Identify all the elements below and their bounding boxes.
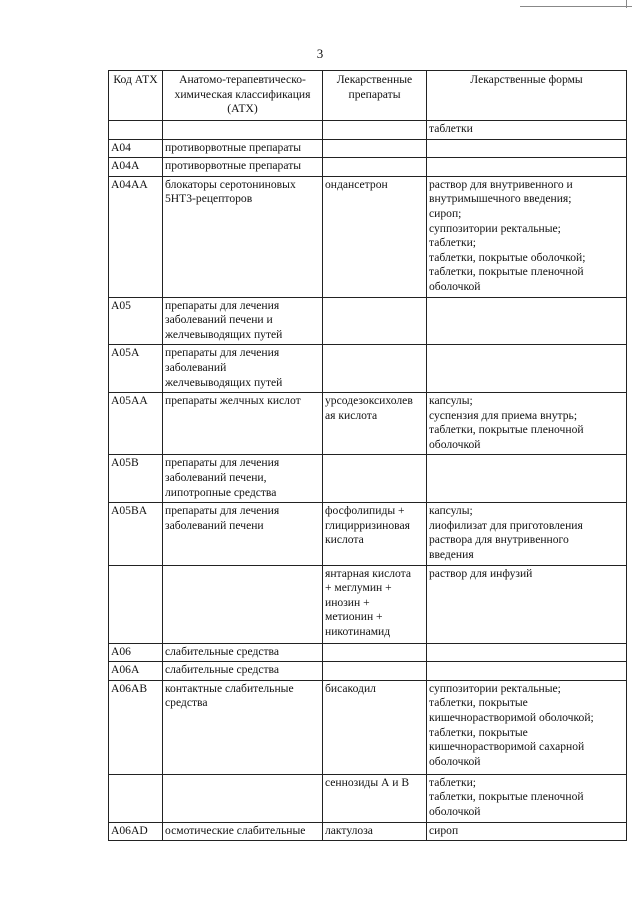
cell-drug xyxy=(323,643,427,662)
cell-code xyxy=(109,121,163,140)
page-number: 3 xyxy=(316,46,324,61)
table-header-row xyxy=(109,71,627,121)
cell-drug: бисакодил xyxy=(323,680,427,774)
cell-classification: препараты для лечения заболеваний печени xyxy=(163,503,323,565)
cell-drug: урсодезоксихолев ая кислота xyxy=(323,393,427,455)
cell-classification: контактные слабительные средства xyxy=(163,680,323,774)
table-row xyxy=(109,503,627,565)
cell-classification: противорвотные препараты xyxy=(163,158,323,177)
cell-classification: препараты для лечения заболеваний печени, липотропные средства xyxy=(163,455,323,503)
cell-drug: ондансетрон xyxy=(323,176,427,297)
cell-drug xyxy=(323,345,427,393)
cell-classification: блокаторы серотониновых 5HT3-рецепторов xyxy=(163,176,323,297)
table-row xyxy=(109,345,627,393)
cell-classification: препараты для лечения заболеваний печени и желчевыводящих путей xyxy=(163,297,323,345)
cell-code: A05A xyxy=(109,345,163,393)
cell-code: A04A xyxy=(109,158,163,177)
table-row xyxy=(109,643,627,662)
header-code: Код АТХ xyxy=(109,71,163,121)
cell-drug: лактулоза xyxy=(323,822,427,841)
cell-classification: слабительные средства xyxy=(163,643,323,662)
cell-code: A06 xyxy=(109,643,163,662)
cell-forms: раствор для инфузий xyxy=(427,565,627,643)
header-classification: Анатомо-терапевтическо- химическая классификация (АТХ) xyxy=(163,71,323,121)
table-row xyxy=(109,158,627,177)
atc-drug-table xyxy=(108,70,627,841)
cell-forms: таблетки xyxy=(427,121,627,140)
cell-forms xyxy=(427,139,627,158)
cell-code xyxy=(109,565,163,643)
cell-drug: янтарная кислота + меглумин + инозин + метионин + никотинамид xyxy=(323,565,427,643)
table-row xyxy=(109,121,627,140)
table-row xyxy=(109,662,627,681)
cell-code: A04AA xyxy=(109,176,163,297)
table-row xyxy=(109,393,627,455)
cell-forms: капсулы; суспензия для приема внутрь; таблетки, покрытые пленочной оболочкой xyxy=(427,393,627,455)
cell-code: A04 xyxy=(109,139,163,158)
cell-forms: сироп xyxy=(427,822,627,841)
cell-classification: осмотические слабительные xyxy=(163,822,323,841)
cell-forms xyxy=(427,158,627,177)
cell-classification: препараты для лечения заболеваний желчевыводящих путей xyxy=(163,345,323,393)
scan-edge-line xyxy=(520,6,632,7)
table-row xyxy=(109,565,627,643)
cell-forms xyxy=(427,662,627,681)
cell-code: A06AB xyxy=(109,680,163,774)
cell-code: A06AD xyxy=(109,822,163,841)
cell-code: A06A xyxy=(109,662,163,681)
header-drugs: Лекарственные препараты xyxy=(323,71,427,121)
table-row xyxy=(109,297,627,345)
table-row xyxy=(109,680,627,774)
cell-classification: противорвотные препараты xyxy=(163,139,323,158)
cell-forms xyxy=(427,643,627,662)
cell-classification: препараты желчных кислот xyxy=(163,393,323,455)
cell-classification xyxy=(163,774,323,822)
cell-code xyxy=(109,774,163,822)
cell-forms xyxy=(427,345,627,393)
cell-code: A05BA xyxy=(109,503,163,565)
cell-code: A05B xyxy=(109,455,163,503)
cell-classification xyxy=(163,565,323,643)
cell-code: A05 xyxy=(109,297,163,345)
cell-drug xyxy=(323,121,427,140)
table-row xyxy=(109,822,627,841)
cell-forms: суппозитории ректальные; таблетки, покрытые кишечнорастворимой оболочкой; таблетки, покрытые кишечнорастворимой сахарной оболочкой xyxy=(427,680,627,774)
cell-forms: таблетки; таблетки, покрытые пленочной оболочкой xyxy=(427,774,627,822)
cell-drug xyxy=(323,139,427,158)
table-row xyxy=(109,176,627,297)
cell-drug xyxy=(323,158,427,177)
cell-drug xyxy=(323,455,427,503)
cell-drug xyxy=(323,297,427,345)
cell-code: A05AA xyxy=(109,393,163,455)
cell-classification xyxy=(163,121,323,140)
header-forms: Лекарственные формы xyxy=(427,71,627,121)
cell-drug: сеннозиды А и В xyxy=(323,774,427,822)
table-row xyxy=(109,139,627,158)
table-row xyxy=(109,455,627,503)
cell-drug xyxy=(323,662,427,681)
table-row xyxy=(109,774,627,822)
cell-forms xyxy=(427,455,627,503)
scan-edge-line xyxy=(626,0,627,8)
cell-forms xyxy=(427,297,627,345)
cell-classification: слабительные средства xyxy=(163,662,323,681)
cell-forms: капсулы; лиофилизат для приготовления раствора для внутривенного введения xyxy=(427,503,627,565)
cell-forms: раствор для внутривенного и внутримышечного введения; сироп; суппозитории ректальные; таблетки; таблетки, покрытые оболочкой; таблетки, покрытые пленочной оболочкой xyxy=(427,176,627,297)
cell-drug: фосфолипиды + глицирризиновая кислота xyxy=(323,503,427,565)
